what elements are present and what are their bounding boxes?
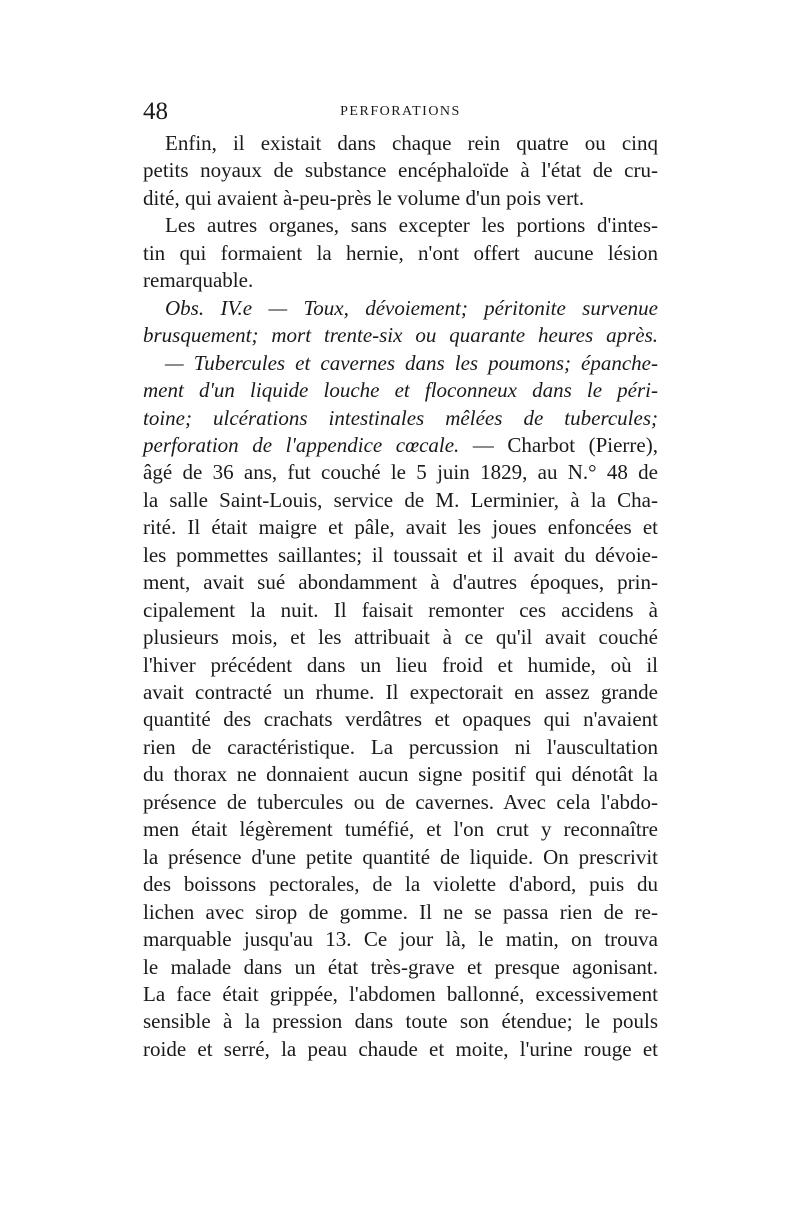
text-line: ment, avait sué abondamment à d'autres époques, prin- [143,570,658,595]
running-title: PERFORATIONS [340,104,461,119]
text-line: des boissons pectorales, de la violette d'abord, puis du [143,872,658,897]
text-line: perforation de l'appendice cœcale. — Charbot (Pierre), [143,432,658,457]
page-number: 48 [143,98,168,125]
text-line: ment d'un liquide louche et floconneux dans le péri- [143,378,658,403]
text-line: petits noyaux de substance encéphaloïde à l'état de cru- [143,158,658,183]
text-line: toine; ulcérations intestinales mêlées de tubercules; [143,405,658,430]
text-line: — Tubercules et cavernes dans les poumons; épanche- [165,350,658,375]
text-line: brusquement; mort trente-six ou quarante heures après. [143,323,658,348]
page-header [143,98,658,128]
text-line: l'hiver précédent dans un lieu froid et humide, où il [143,652,658,677]
text-line: la présence d'une petite quantité de liquide. On prescrivit [143,844,658,869]
text-line: lichen avec sirop de gomme. Il ne se passa rien de re- [143,899,658,924]
text-line: roide et serré, la peau chaude et moite, l'urine rouge et [143,1036,658,1061]
text-line: la salle Saint-Louis, service de M. Lerminier, à la Cha- [143,487,658,512]
text-line: dité, qui avaient à-peu-près le volume d'un pois vert. [143,185,585,210]
text-line: Enfin, il existait dans chaque rein quatre ou cinq [165,131,658,155]
text-line: tin qui formaient la hernie, n'ont offert aucune lésion [143,240,658,265]
text-line: men était légèrement tuméfié, et l'on crut y reconnaître [143,817,658,842]
text-line: marquable jusqu'au 13. Ce jour là, le matin, on trouva [143,927,658,952]
text-line: rien de caractéristique. La percussion ni l'auscultation [143,734,658,759]
text-line: Les autres organes, sans excepter les portions d'intes- [165,213,658,238]
text-line: rité. Il était maigre et pâle, avait les joues enfoncées et [143,515,658,540]
text-line: quantité des crachats verdâtres et opaques qui n'avaient [143,707,658,732]
text-line: avait contracté un rhume. Il expectorait en assez grande [143,680,658,704]
text-line: remarquable. [143,268,254,293]
text-line: plusieurs mois, et les attribuait à ce qu'il avait couché [143,625,658,650]
text-line: le malade dans un état très-grave et presque agonisant. [143,954,658,979]
text-line: âgé de 36 ans, fut couché le 5 juin 1829, au N.° 48 de [143,460,658,485]
text-line: présence de tubercules ou de cavernes. Avec cela l'abdo- [143,789,658,814]
text-line: du thorax ne donnaient aucun signe positif qui dénotât la [143,762,658,787]
text-line: Obs. IV.e — Toux, dévoiement; péritonite survenue [165,295,658,320]
text-line: La face était grippée, l'abdomen ballonné, excessivement [143,981,658,1006]
text-line: les pommettes saillantes; il toussait et il avait du dévoie- [143,542,658,567]
text-line: sensible à la pression dans toute son étendue; le pouls [143,1009,658,1034]
text-line: cipalement la nuit. Il faisait remonter ces accidens à [143,597,658,622]
